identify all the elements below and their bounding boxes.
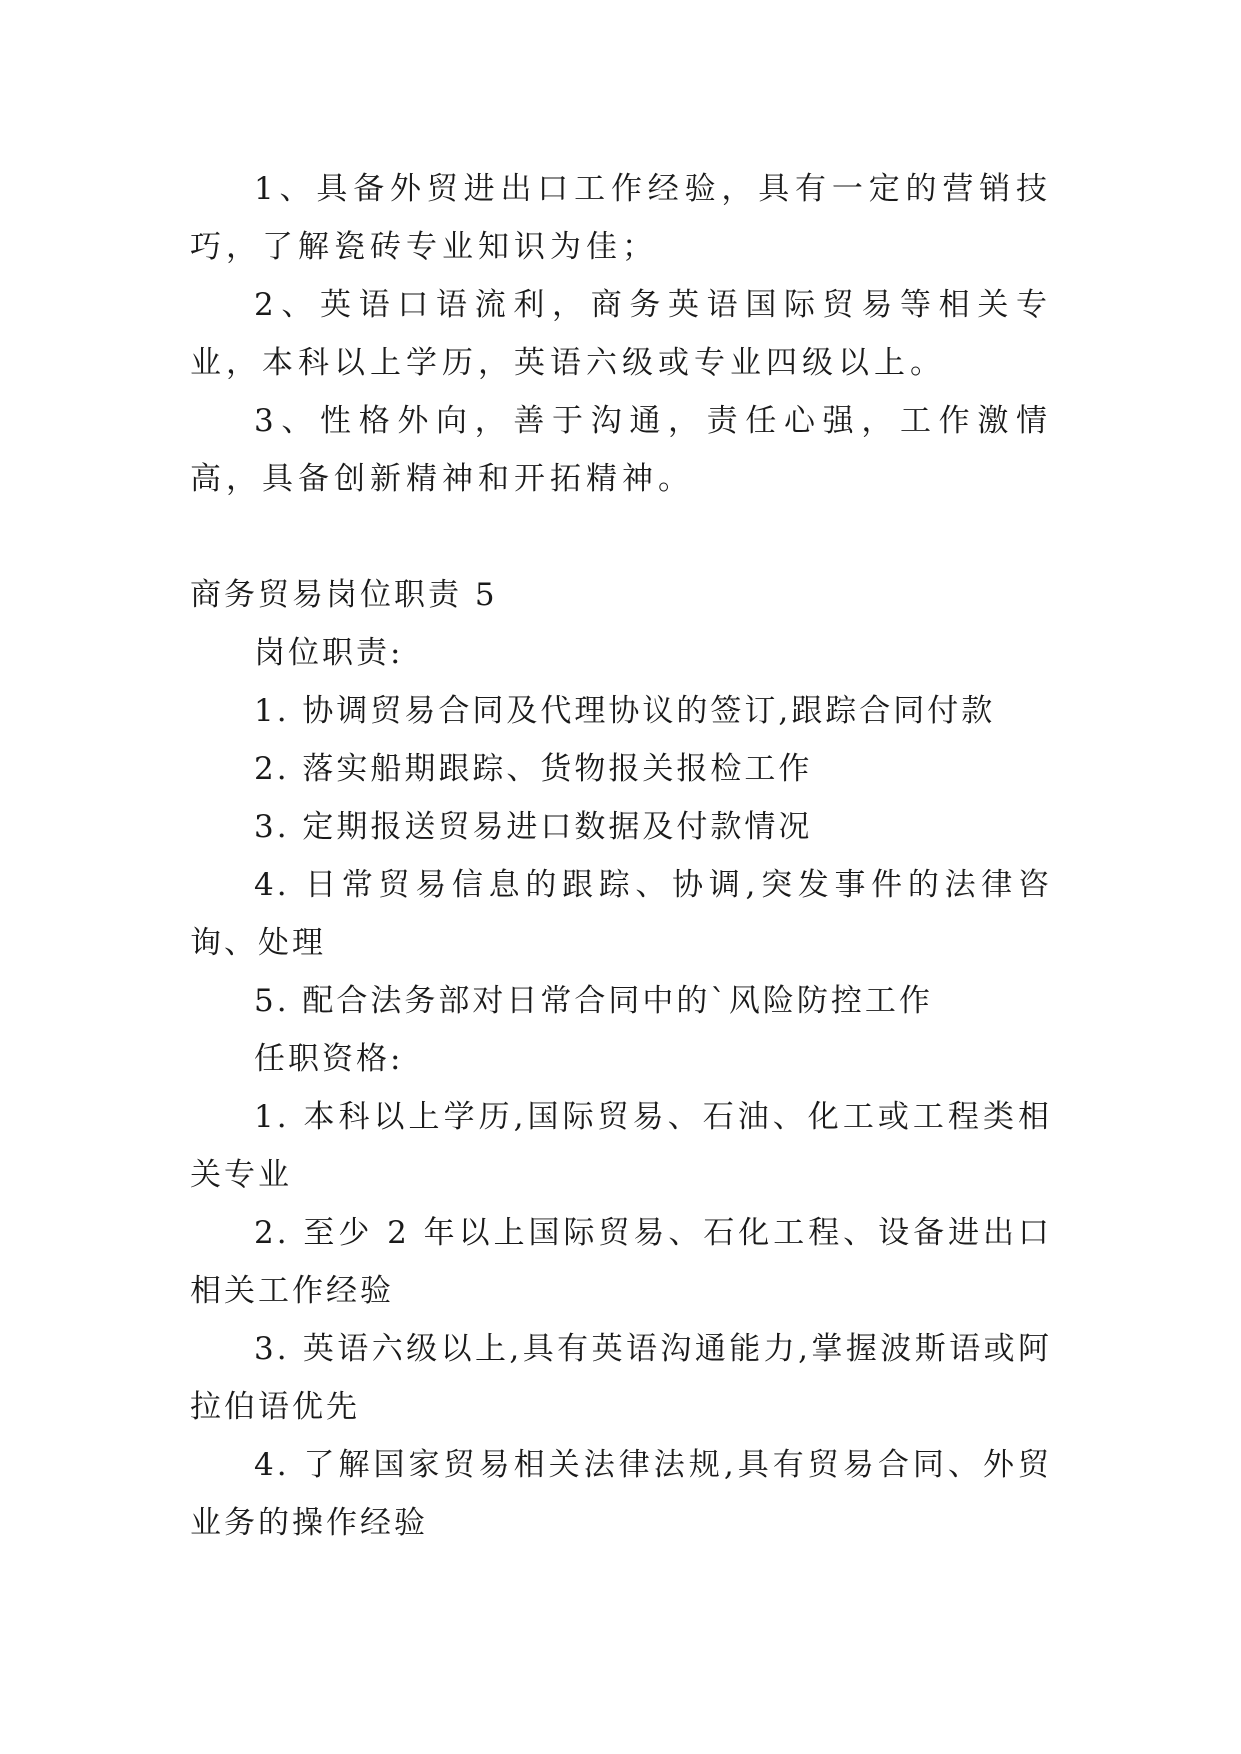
duty-item-4: 4. 日常贸易信息的跟踪、协调,突发事件的法律咨询、处理 — [190, 867, 1052, 961]
document-body — [190, 160, 1052, 1552]
qualification-item-1: 1. 本科以上学历,国际贸易、石油、化工或工程类相关专业 — [190, 1099, 1052, 1193]
qualification-item-3: 3. 英语六级以上,具有英语沟通能力,掌握波斯语或阿拉伯语优先 — [190, 1331, 1052, 1425]
duty-item-3: 3. 定期报送贸易进口数据及付款情况 — [254, 809, 813, 845]
requirement-item-1: 1、具备外贸进出口工作经验，具有一定的营销技巧，了解瓷砖专业知识为佳； — [190, 171, 1052, 265]
duty-item-5: 5. 配合法务部对日常合同中的`风险防控工作 — [254, 983, 933, 1019]
section-title: 商务贸易岗位职责 5 — [190, 577, 498, 613]
duty-item-1: 1. 协调贸易合同及代理协议的签订,跟踪合同付款 — [254, 693, 996, 729]
qualification-item-4: 4. 了解国家贸易相关法律法规,具有贸易合同、外贸业务的操作经验 — [190, 1447, 1052, 1541]
requirement-item-2: 2、英语口语流利，商务英语国际贸易等相关专业，本科以上学历，英语六级或专业四级以上。 — [190, 287, 1052, 381]
qualifications-label: 任职资格: — [254, 1041, 404, 1077]
duties-label: 岗位职责: — [254, 635, 404, 671]
duty-item-2: 2. 落实船期跟踪、货物报关报检工作 — [254, 751, 813, 787]
requirement-item-3: 3、性格外向，善于沟通，责任心强，工作激情高，具备创新精神和开拓精神。 — [190, 403, 1052, 497]
qualification-item-2: 2. 至少 2 年以上国际贸易、石化工程、设备进出口相关工作经验 — [190, 1215, 1052, 1309]
section-spacer — [190, 508, 1052, 566]
